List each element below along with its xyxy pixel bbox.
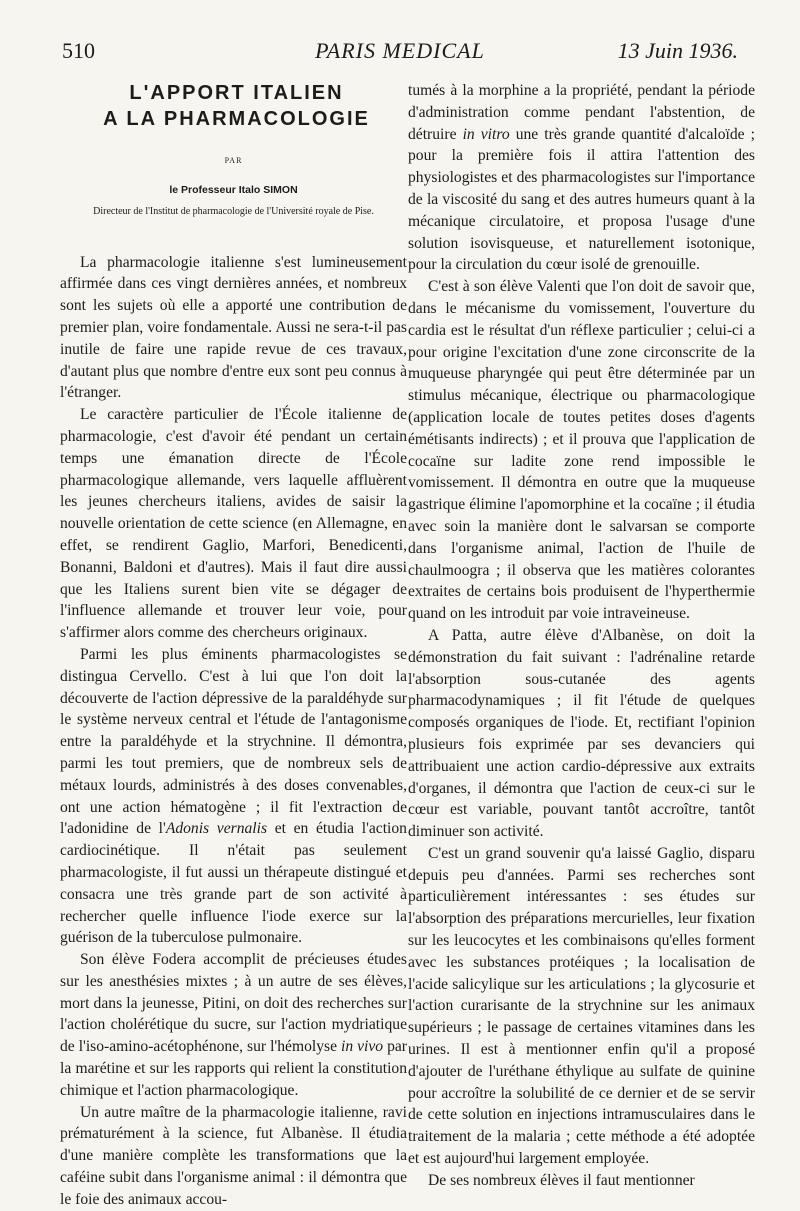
paragraph: A Patta, autre élève d'Albanèse, on doit la démonstration du fait suivant : l'adrénaline retarde l'absorption sous-cutanée des agents pharmacodynamiques ; il fit l'étude de quelques composés organiques de l'iode. Et, rectifiant l'opinion plusieurs fois exprimée par ses devanciers qui attribuaient une action cardio-dépressive aux extraits d'organes, il démontra que l'action de ceux-ci sur le cœur est variable, pouvant tantôt accroître, tantôt diminuer son activité. — [408, 626, 755, 841]
paragraph: Le caractère particulier de l'École italienne de pharmacologie, c'est d'avoir été pendant un certain temps une émanation directe de l'École pharmacologique allemande, vers laquelle affluèrent les jeunes chercheurs italiens, avides de saisir la nouvelle orientation de cette science (en Allemagne, en effet, se rendirent Gaglio, Marfori, Benedicenti, Bonanni, Baldoni et d'autres). Mais il faut dire aussi que les Italiens surent bien vite se dégager de l'influence allemande et trouver leur voie, pour s'affirmer alors comme des chercheurs originaux. — [60, 406, 407, 642]
journal-title: PARIS MEDICAL — [315, 38, 485, 63]
left-column — [60, 80, 407, 1211]
issue-date: 13 Juin 1936. — [617, 38, 738, 63]
page-number: 510 — [62, 38, 95, 63]
paragraph: La pharmacologie italienne s'est lumineusement affirmée dans ces vingt dernières années, et nombreux sont les sujets où elle a apporté une contribution de premier plan, voire fondamentale. Aussi ne sera-t-il pas inutile de faire une rapide revue de ces travaux, d'autant plus que nombre d'entre eux sont peu connus à l'étranger. — [60, 253, 407, 402]
by-label: PAR — [224, 156, 243, 165]
paragraph: Son élève Fodera accomplit de précieuses études sur les anesthésies mixtes ; à un autre de ses élèves, mort dans la jeunesse, Pitini, on doit des recherches sur l'action cholérétique du sucre, sur l'action mydriatique de l'iso-amino-acétophénone, sur l'hémolyse in vivo par la marétine et sur les rapports qui relient la constitution chimique et l'action pharmacologique. — [60, 951, 407, 1099]
right-column — [408, 80, 755, 1192]
page-header — [62, 38, 738, 68]
article-title-line-2: A LA PHARMACOLOGIE — [103, 108, 370, 130]
article-heading — [60, 80, 407, 218]
paragraph: C'est un grand souvenir qu'a laissé Gaglio, disparu depuis peu d'années. Parmi ses recherches sont particulièrement intéressantes : ses études sur l'absorption des préparations mercurielles, leur fixation sur les leucocytes et les combinaisons qu'elles forment avec les substances protéiques ; la localisation de l'acide salicylique sur les articulations ; la glycosurie et l'action curarisante de la strychnine sur les animaux supérieurs ; le passage de certaines vitamines dans les urines. Il est à mentionner enfin qu'il a proposé d'ajouter de l'uréthane éthylique au sulfate de quinine pour accroître la solubilité de ce dernier et de se servir de cette solution en injections intramusculaires dans le traitement de la malaria ; cette méthode a été adoptée et est aujourd'hui largement employée. — [408, 844, 755, 1168]
paragraph: De ses nombreux élèves il faut mentionner — [428, 1171, 695, 1189]
paragraph: C'est à son élève Valenti que l'on doit de savoir que, dans le mécanisme du vomissement, l'ouverture du cardia est le résultat d'un réflexe particulier ; celui-ci a pour origine l'excitation d'une zone circonscrite de la muqueuse pharyngée qui peut être déterminée par un stimulus mécanique, électrique ou pharmacologique (application locale de toutes petites doses d'agents émétisants indirects) ; et il prouva que l'application de cocaïne sur ladite zone rend impossible le vomissement. Il démontra en outre que la muqueuse gastrique élimine l'apomorphine et la cocaïne ; il étudia avec soin la manière dont le salvarsan se comporte dans l'organisme animal, l'action de l'huile de chaulmoogra ; il observa que les matières colorantes extraites de certains bois produisent de l'hyperthermie quand on les introduit par voie intraveineuse. — [408, 278, 755, 623]
paragraph: Parmi les plus éminents pharmacologistes se distingua Cervello. C'est à lui que l'on doit la découverte de l'action dépressive de la paraldéhyde sur le système nerveux central et l'étude de l'antagonisme entre la paraldéhyde et la strychnine. Il démontra, parmi les tout premiers, que de nombreux sels de métaux lourds, administrés à des doses convenables, ont une action hématogène ; il fit l'extraction de l'adonidine de l'Adonis vernalis et en étudia l'action cardiocinétique. Il n'était pas seulement pharmacologiste, il fut aussi un thérapeute distingué et consacra une très grande part de son activité à rechercher quelle influence l'iode exerce sur la guérison de la tuberculose pulmonaire. — [60, 645, 407, 947]
paragraph: Un autre maître de la pharmacologie italienne, ravi prématurément à la science, fut Albanèse. Il étudia d'une manière complète les transformations que la caféine subit dans l'organisme animal : il démontra que le foie des animaux accou- — [60, 1103, 407, 1208]
paragraph-continued: tumés à la morphine a la propriété, pendant la période d'administration comme pendant l'abstention, de détruire in vitro une très grande quantité d'alcaloïde ; pour la première fois il attira l'attention des physiologistes et des pharmacologistes sur l'importance de la viscosité du sang et des autres humeurs quant à la mécanique circulatoire, et proposa l'usage d'une solution isovisqueuse, et naturellement isotonique, pour la circulation du cœur isolé de grenouille. — [408, 82, 755, 274]
author-name: le Professeur Italo SIMON — [169, 183, 298, 196]
article-title-line-1: L'APPORT ITALIEN — [129, 82, 344, 104]
author-affiliation: Directeur de l'Institut de pharmacologie de l'Université royale de Pise. — [93, 205, 374, 217]
